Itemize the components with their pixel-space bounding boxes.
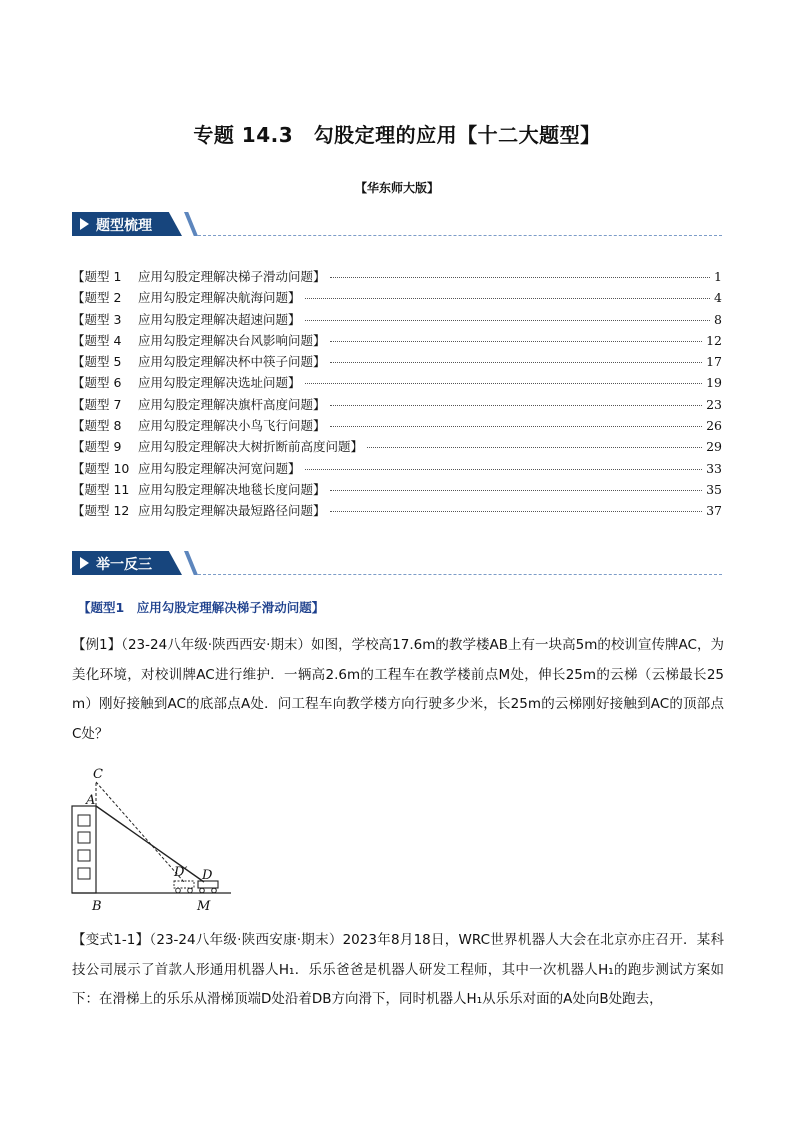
toc-entry[interactable] <box>72 267 722 288</box>
ladder-dashed <box>96 782 184 882</box>
toc-number: 【题型 7 <box>72 396 122 412</box>
toc-title: 应用勾股定理解决超速问题】 <box>138 311 301 327</box>
ladder-figure <box>66 762 246 914</box>
toc-leader <box>330 277 711 278</box>
truck-dashed <box>174 881 194 893</box>
toc-page-number: 4 <box>714 290 722 306</box>
toc-page-number: 37 <box>706 503 722 519</box>
toc-page-number: 29 <box>706 439 722 455</box>
toc-number: 【题型 10 <box>72 460 130 476</box>
toc-entry[interactable] <box>72 331 722 352</box>
label-c: C <box>93 767 103 782</box>
document-edition: 【华东师大版】 <box>354 181 439 195</box>
label-d-prime: D′ <box>174 865 188 880</box>
dashed-rule <box>198 235 722 236</box>
toc-leader <box>330 362 703 363</box>
toc-entry[interactable] <box>72 395 722 416</box>
toc-entry[interactable] <box>72 480 722 501</box>
toc-entry[interactable] <box>72 437 722 458</box>
toc-leader <box>330 511 703 512</box>
toc-leader <box>305 298 711 299</box>
toc-page-number: 19 <box>706 375 722 391</box>
building <box>72 806 96 893</box>
section-header-toc <box>72 212 722 236</box>
dashed-rule <box>198 574 722 575</box>
table-of-contents <box>72 267 722 523</box>
toc-entry[interactable] <box>72 373 722 394</box>
toc-title: 应用勾股定理解决大树折断前高度问题】 <box>138 439 364 455</box>
toc-title: 应用勾股定理解决杯中筷子问题】 <box>138 354 326 370</box>
toc-number: 【题型 12 <box>72 503 130 519</box>
toc-title: 应用勾股定理解决选址问题】 <box>138 375 301 391</box>
toc-entry[interactable] <box>72 416 722 437</box>
label-a: A <box>86 793 96 808</box>
toc-title: 应用勾股定理解决地毯长度问题】 <box>138 481 326 497</box>
toc-number: 【题型 8 <box>72 418 122 434</box>
toc-page-number: 12 <box>706 332 722 348</box>
toc-page-number: 17 <box>706 354 722 370</box>
toc-title: 应用勾股定理解决小鸟飞行问题】 <box>138 418 326 434</box>
toc-number: 【题型 9 <box>72 439 122 455</box>
toc-page-number: 23 <box>706 396 722 412</box>
toc-leader <box>305 383 703 384</box>
ladder-solid <box>96 806 204 882</box>
label-m: M <box>197 899 211 914</box>
toc-number: 【题型 1 <box>72 269 122 284</box>
toc-entry[interactable] <box>72 501 722 522</box>
toc-title: 应用勾股定理解决航海问题】 <box>138 290 301 306</box>
toc-number: 【题型 4 <box>72 332 122 348</box>
toc-entry[interactable] <box>72 310 722 331</box>
section-title: 举一反三 <box>96 557 152 573</box>
toc-number: 【题型 3 <box>72 311 122 327</box>
toc-entry[interactable] <box>72 288 722 309</box>
play-arrow-icon <box>80 557 89 569</box>
toc-leader <box>330 490 703 491</box>
toc-leader <box>305 320 711 321</box>
toc-page-number: 1 <box>714 269 722 284</box>
label-b: B <box>92 899 102 914</box>
toc-page-number: 35 <box>706 481 722 497</box>
toc-title: 应用勾股定理解决梯子滑动问题】 <box>138 269 326 284</box>
toc-page-number: 26 <box>706 418 722 434</box>
section-header-examples <box>72 551 722 575</box>
toc-number: 【题型 11 <box>72 481 130 497</box>
toc-leader <box>367 447 702 448</box>
play-arrow-icon <box>80 218 89 230</box>
toc-page-number: 8 <box>714 311 722 327</box>
section-title: 题型梳理 <box>96 218 152 234</box>
toc-title: 应用勾股定理解决旗杆高度问题】 <box>138 396 326 412</box>
label-d: D <box>202 868 213 883</box>
question-type-heading: 【题型1 应用勾股定理解决梯子滑动问题】 <box>78 600 325 615</box>
toc-entry[interactable] <box>72 352 722 373</box>
toc-leader <box>330 405 703 406</box>
document-title: 专题 14.3 勾股定理的应用【十二大题型】 <box>193 123 601 147</box>
toc-title: 应用勾股定理解决河宽问题】 <box>138 460 301 476</box>
toc-title: 应用勾股定理解决台风影响问题】 <box>138 332 326 348</box>
example-1-text: 【例1】（23-24八年级·陕西西安·期末）如图，学校高17.6m的教学楼AB上有一块高5m的校训宣传牌AC，为美化环境，对校训牌AC进行维护．一辆高2.6m的工程车在教学楼前点M处，伸长25m的云梯（云梯最长25 m）刚好接触到AC的底部点A处．问工程车向教学楼方向行驶多少米，长25m的云梯刚好接触到AC的顶部点C处？ <box>72 637 724 742</box>
variant-1-1-text: 【变式1-1】（23-24八年级·陕西安康·期末）2023年8月18日，WRC世界机器人大会在北京亦庄召开．某科技公司展示了首款人形通用机器人H₁．乐乐爸爸是机器人研发工程师，其中一次机器人H₁的跑步测试方案如下：在滑梯上的乐乐从滑梯顶端D处沿着DB方向滑下，同时机器人H₁从乐乐对面的A处向B处跑去， <box>72 932 724 1007</box>
toc-leader <box>330 426 703 427</box>
toc-entry[interactable] <box>72 459 722 480</box>
toc-number: 【题型 6 <box>72 375 122 391</box>
toc-number: 【题型 5 <box>72 354 122 370</box>
toc-number: 【题型 2 <box>72 290 122 306</box>
toc-page-number: 33 <box>706 460 722 476</box>
toc-leader <box>305 469 703 470</box>
toc-leader <box>330 341 703 342</box>
toc-title: 应用勾股定理解决最短路径问题】 <box>138 503 326 519</box>
